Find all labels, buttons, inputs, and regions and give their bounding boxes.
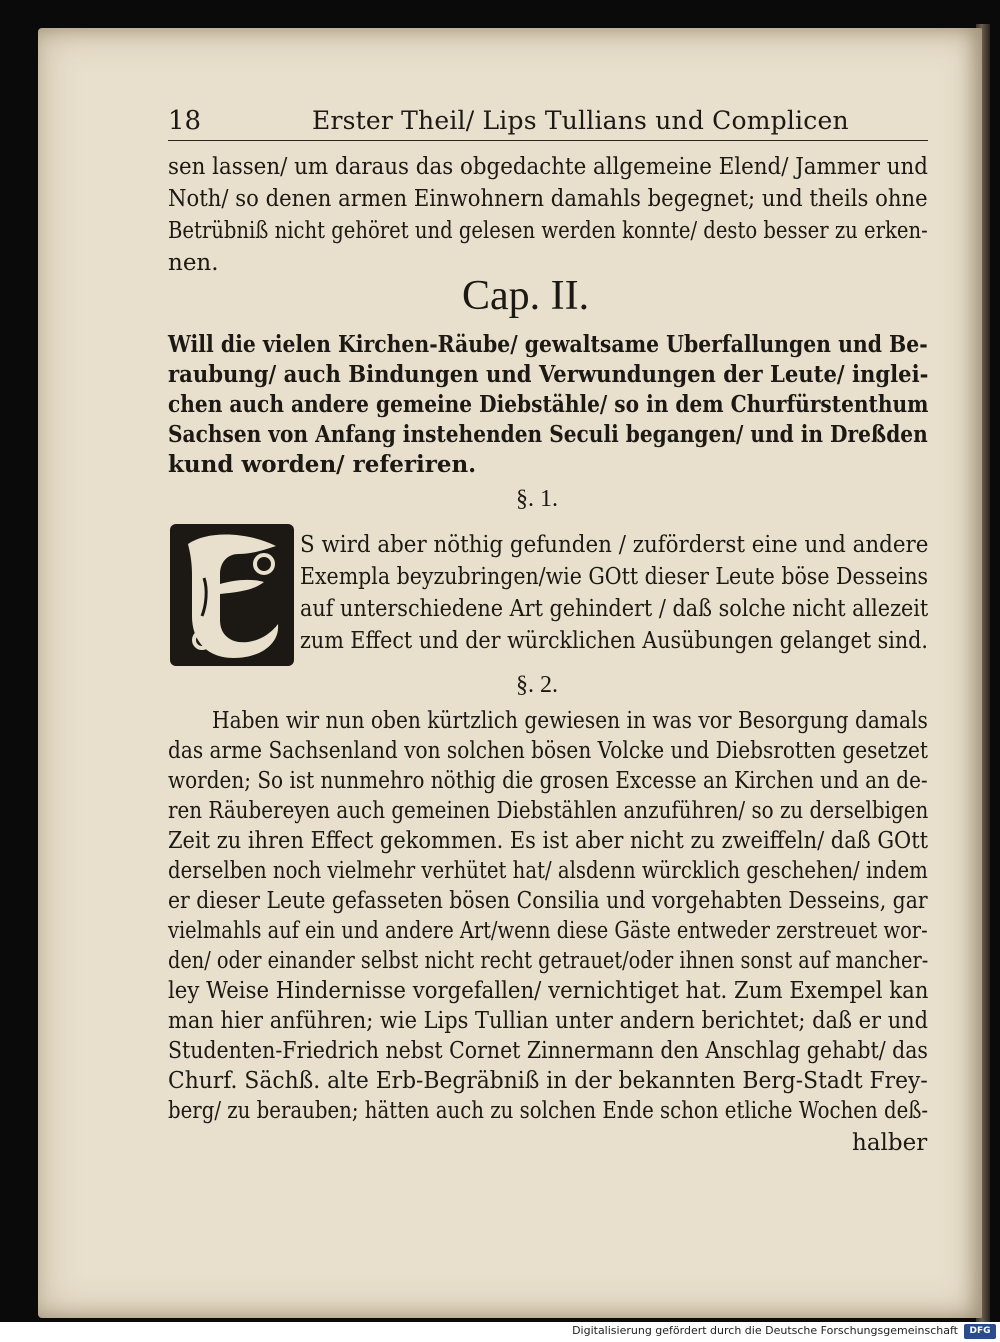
intro-line: nen. <box>168 250 219 276</box>
section-2-line: man hier anführen; wie Lips Tullian unter andern berichtet; daß er und <box>168 1008 929 1034</box>
initial-letter: E <box>228 610 236 621</box>
funding-credit: Digitalisierung gefördert durch die Deutsche Forschungsgemeinschaft <box>572 1324 958 1337</box>
catchword: halber <box>852 1130 928 1156</box>
section-2-line: berg/ zu berauben; hätten auch zu solchen Ende schon etliche Wochen deß- <box>168 1098 929 1124</box>
intro-line: sen lassen/ um daraus das obgedachte allgemeine Elend/ Jammer und <box>168 154 928 180</box>
digitization-footer <box>0 1322 1000 1342</box>
section-2-line: vielmahls auf ein und andere Art/wenn diese Gäste entweder zerstreuet wor- <box>168 918 928 944</box>
section-2-line: er dieser Leute gefasseten bösen Consilia und vorgehabten Desseins, gar <box>168 888 928 914</box>
section-2-line: Zeit zu ihren Effect gekommen. Es ist aber nicht zu zweiffeln/ daß GOtt <box>168 828 929 854</box>
section-2-line: das arme Sachsenland von solchen bösen Volcke und Diebsrotten gesetzet <box>168 738 928 764</box>
ornamental-initial-icon <box>168 520 296 670</box>
section-2-line: ren Räubereyen auch gemeinen Diebstählen anzuführen/ so zu derselbigen <box>168 798 929 824</box>
section-2-mark: §. 2. <box>516 672 558 698</box>
section-1-mark: §. 1. <box>516 486 558 512</box>
section-2-line: ley Weise Hindernisse vorgefallen/ vernichtiget hat. Zum Exempel kan <box>168 978 929 1004</box>
summary-line: Will die vielen Kirchen-Räube/ gewaltsame Uberfallungen und Be- <box>168 331 928 358</box>
section-1-line: zum Effect und der würcklichen Ausübungen gelanget sind. <box>300 628 928 654</box>
chapter-heading: Cap. II. <box>462 273 590 319</box>
summary-line: chen auch andere gemeine Diebstähle/ so in dem Churfürstenthum <box>168 391 929 418</box>
section-2-line: derselben noch vielmehr verhütet hat/ alsdenn würcklich geschehen/ indem <box>168 858 928 884</box>
section-2-line: worden; So ist nunmehro nöthig die grosen Excesse an Kirchen und an de- <box>168 768 928 794</box>
running-head <box>168 104 928 141</box>
section-2-line: Haben wir nun oben kürtzlich gewiesen in was vor Besorgung damals <box>212 708 928 734</box>
section-1-line: S wird aber nöthig gefunden / zuförderst eine und andere <box>300 532 929 558</box>
section-2-line: den/ oder einander selbst nicht recht getrauet/oder ihnen sonst auf mancher- <box>168 948 929 974</box>
intro-line: Noth/ so denen armen Einwohnern damahls begegnet; und theils ohne <box>168 186 928 212</box>
dfg-logo-icon[interactable]: DFG <box>964 1324 996 1339</box>
section-1-line: auf unterschiedene Art gehindert / daß solche nicht allezeit <box>300 596 929 622</box>
decorated-initial <box>168 520 296 670</box>
intro-line: Betrübniß nicht gehöret und gelesen werden konnte/ desto besser zu erken- <box>168 218 928 244</box>
section-2-line: Churf. Sächß. alte Erb-Begräbniß in der bekannten Berg-Stadt Frey- <box>168 1068 928 1094</box>
section-1-line: Exempla beyzubringen/wie GOtt dieser Leute böse Desseins <box>300 564 929 590</box>
summary-line: Sachsen von Anfang instehenden Seculi begangen/ und in Dreßden <box>168 421 928 448</box>
summary-line: raubung/ auch Bindungen und Verwundungen der Leute/ inglei- <box>168 361 929 388</box>
section-2-line: Studenten-Friedrich nebst Cornet Zinnermann den Anschlag gehabt/ das <box>168 1038 928 1064</box>
running-title: Erster Theil/ Lips Tullians und Complicen <box>312 106 849 135</box>
page-number: 18 <box>168 106 202 136</box>
summary-line: kund worden/ referiren. <box>168 451 477 478</box>
